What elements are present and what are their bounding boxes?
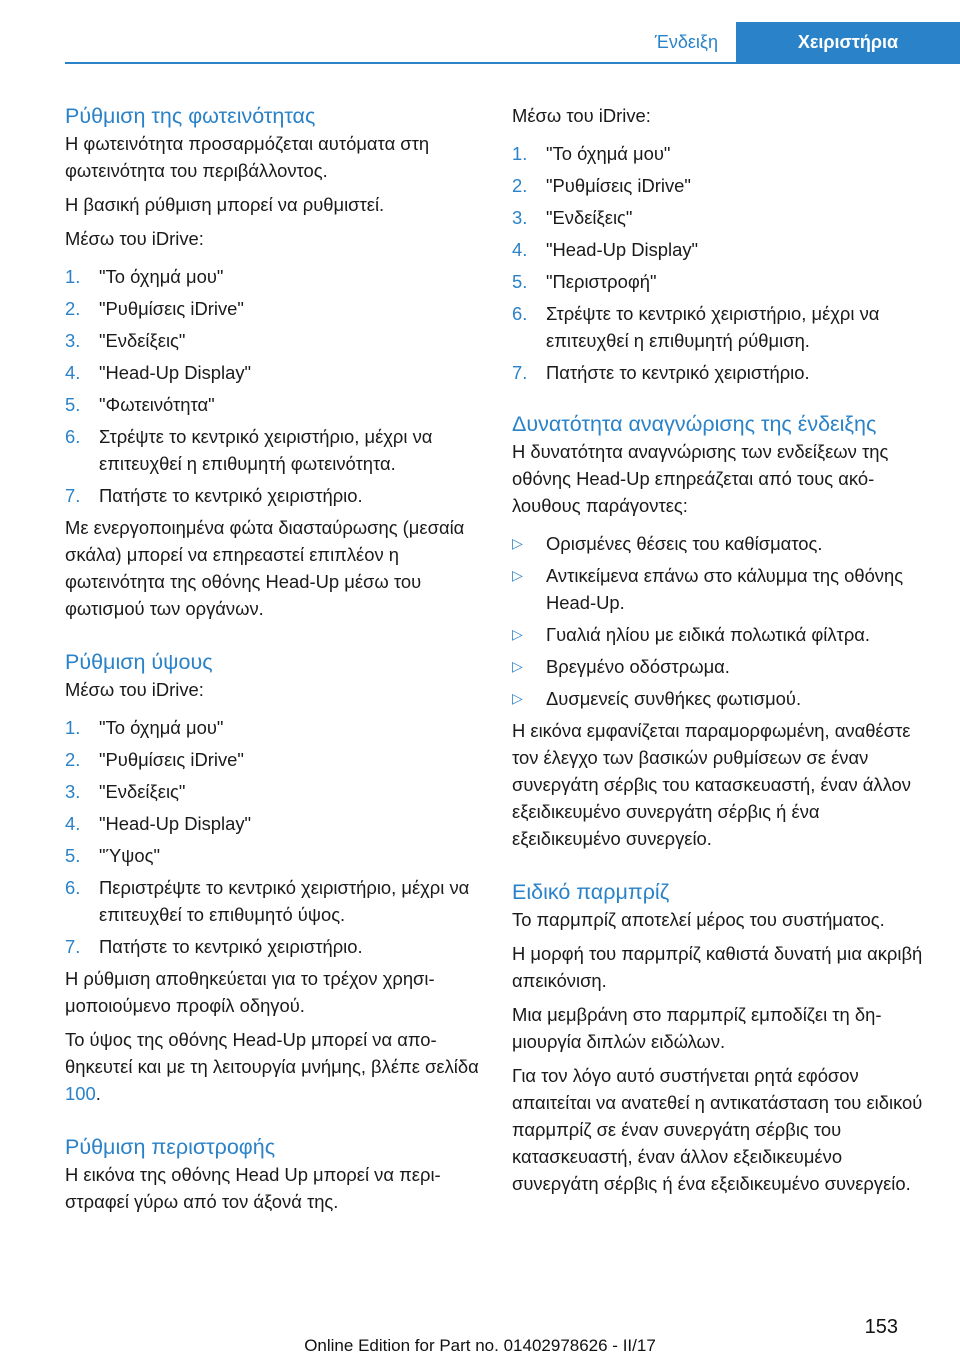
paragraph: Το παρμπρίζ αποτελεί μέρος του συστήματος. <box>512 909 885 930</box>
step-text: "Περιστροφή" <box>546 271 657 292</box>
step-text: "Ύψος" <box>99 845 160 866</box>
list-item <box>512 300 932 354</box>
paragraph: Η εικόνα εμφανίζεται παραμορφωμένη, αναθέστε τον έλεγχο των βασικών ρυθμίσεων σε έναν συνεργάτη σέρβις του κατασκευαστή, έναν άλλον εξειδικευμένο συνεργάτη σέρβις ή ένα εξειδικευμένο συνεργείο. <box>512 720 911 849</box>
list-item <box>65 778 480 805</box>
paragraph: Η δυνατότητα αναγνώρισης των ενδείξεων της οθόνης Head-Up επηρεάζεται από τους ακόλουθους παράγοντες: <box>512 441 889 516</box>
paragraph: Η μορφή του παρμπρίζ καθιστά δυνατή μια ακριβή απεικόνιση. <box>512 943 923 991</box>
list-item <box>512 653 932 680</box>
step-number: 2. <box>512 175 528 196</box>
list-item <box>65 933 480 960</box>
bullet-text: Δυσμενείς συνθήκες φωτισμού. <box>546 688 802 709</box>
list-item <box>512 204 932 231</box>
header-tabs <box>637 22 960 62</box>
step-number: 1. <box>65 717 81 738</box>
list-item <box>65 359 480 386</box>
list-item <box>512 621 932 648</box>
step-number: 6. <box>65 426 81 447</box>
step-number: 4. <box>65 362 81 383</box>
step-number: 2. <box>65 749 81 770</box>
step-text: Περιστρέψτε το κεντρικό χειριστήριο, μέχρι να επιτευχθεί το επιθυμητό ύψος. <box>99 877 470 925</box>
left-column <box>65 102 480 1222</box>
step-number: 1. <box>512 143 528 164</box>
paragraph-memory <box>65 1026 480 1107</box>
paragraph: Μέσω του iDrive: <box>512 105 651 126</box>
step-number: 6. <box>512 303 528 324</box>
list-item <box>512 172 932 199</box>
list-item <box>65 746 480 773</box>
step-text: "Φωτεινότητα" <box>99 394 215 415</box>
list-item <box>65 842 480 869</box>
list-item <box>65 263 480 290</box>
list-item <box>65 327 480 354</box>
step-number: 2. <box>65 298 81 319</box>
factors-list <box>512 530 932 712</box>
tab-display[interactable]: Ένδειξη <box>654 31 718 52</box>
step-number: 5. <box>65 845 81 866</box>
section-title-readability: Δυνατότητα αναγνώρισης της ένδειξης <box>512 412 877 436</box>
paragraph-text: Το ύψος της οθόνης Head-Up μπορεί να αποθηκευτεί και με τη λειτουργία μνήμης, βλέπε σελίδα <box>65 1029 479 1077</box>
paragraph: Μέσω του iDrive: <box>65 228 204 249</box>
list-item <box>65 295 480 322</box>
paragraph: Για τον λόγο αυτό συστήνεται ρητά εφόσον απαιτείται να ανατεθεί η αντικατάσταση του ειδικού παρμπρίζ σε έναν συνεργάτη σέρβις του κατασκευαστή, έναν άλλον εξειδικευμένο συνεργάτη σέρβις ή ένα εξειδικευμένο συνεργείο. <box>512 1065 923 1194</box>
list-item <box>512 562 932 616</box>
triangle-bullet-icon: ▷ <box>512 658 523 674</box>
section-title-rotation: Ρύθμιση περιστροφής <box>65 1135 276 1159</box>
list-item <box>512 530 932 557</box>
steps-rotation <box>512 140 932 386</box>
steps-brightness <box>65 263 480 509</box>
list-item <box>65 810 480 837</box>
list-item <box>512 359 932 386</box>
step-text: Στρέψτε το κεντρικό χειριστήριο, μέχρι να επιτευχθεί η επιθυμητή ρύθμιση. <box>546 303 880 351</box>
step-text: "Το όχημά μου" <box>99 266 224 287</box>
step-text: Στρέψτε το κεντρικό χειριστήριο, μέχρι να επιτευχθεί η επιθυμητή φωτεινότητα. <box>99 426 433 474</box>
paragraph: Η εικόνα της οθόνης Head Up μπορεί να περιστραφεί γύρω από τον άξονά της. <box>65 1164 441 1212</box>
paragraph: Η ρύθμιση αποθηκεύεται για το τρέχον χρησιμοποιούμενο προφίλ οδηγού. <box>65 968 435 1016</box>
list-item <box>65 391 480 418</box>
step-number: 7. <box>65 485 81 506</box>
triangle-bullet-icon: ▷ <box>512 567 523 583</box>
paragraph-end: . <box>95 1083 101 1104</box>
list-item <box>65 714 480 741</box>
bullet-text: Ορισμένες θέσεις του καθίσματος. <box>546 533 823 554</box>
section-title-windshield: Ειδικό παρμπρίζ <box>512 880 670 904</box>
right-column <box>512 102 932 1204</box>
list-item <box>65 423 480 477</box>
page-link[interactable]: 100 <box>65 1083 96 1104</box>
step-text: "Ρυθμίσεις iDrive" <box>99 749 244 770</box>
step-text: "Ενδείξεις" <box>99 781 186 802</box>
step-text: Πατήστε το κεντρικό χειριστήριο. <box>99 936 363 957</box>
list-item <box>65 482 480 509</box>
step-number: 5. <box>512 271 528 292</box>
step-text: "Το όχημά μου" <box>99 717 224 738</box>
step-number: 4. <box>65 813 81 834</box>
paragraph: Μια μεμβράνη στο παρμπρίζ εμποδίζει τη δημιουργία διπλών ειδώλων. <box>512 1004 882 1052</box>
step-text: Πατήστε το κεντρικό χειριστήριο. <box>99 485 363 506</box>
section-title-brightness: Ρύθμιση της φωτεινότητας <box>65 104 316 128</box>
step-number: 4. <box>512 239 528 260</box>
step-number: 1. <box>65 266 81 287</box>
list-item <box>65 874 480 928</box>
list-item <box>512 685 932 712</box>
triangle-bullet-icon: ▷ <box>512 535 523 551</box>
step-text: "Ρυθμίσεις iDrive" <box>99 298 244 319</box>
step-number: 3. <box>65 330 81 351</box>
header-rule <box>65 62 960 64</box>
page-number: 153 <box>864 1316 898 1338</box>
step-text: "Ρυθμίσεις iDrive" <box>546 175 691 196</box>
list-item <box>512 140 932 167</box>
triangle-bullet-icon: ▷ <box>512 690 523 706</box>
step-number: 5. <box>65 394 81 415</box>
step-text: "Ενδείξεις" <box>546 207 633 228</box>
step-number: 7. <box>512 362 528 383</box>
list-item <box>512 236 932 263</box>
tab-controls[interactable]: Χειριστήρια <box>736 22 960 62</box>
step-text: "Το όχημά μου" <box>546 143 671 164</box>
bullet-text: Γυαλιά ηλίου με ειδικά πολωτικά φίλτρα. <box>546 624 871 645</box>
step-text: "Ενδείξεις" <box>99 330 186 351</box>
step-text: Πατήστε το κεντρικό χειριστήριο. <box>546 362 810 383</box>
step-number: 6. <box>65 877 81 898</box>
section-title-height: Ρύθμιση ύψους <box>65 650 213 674</box>
bullet-text: Αντικείμενα επάνω στο κάλυμμα της οθόνης Head-Up. <box>546 565 904 613</box>
paragraph: Η φωτεινότητα προσαρμόζεται αυτόματα στη φωτεινότητα του περιβάλλοντος. <box>65 133 430 181</box>
triangle-bullet-icon: ▷ <box>512 626 523 642</box>
step-text: "Head-Up Display" <box>99 813 252 834</box>
paragraph: Μέσω του iDrive: <box>65 679 204 700</box>
step-number: 7. <box>65 936 81 957</box>
step-number: 3. <box>512 207 528 228</box>
step-number: 3. <box>65 781 81 802</box>
footer-edition: Online Edition for Part no. 01402978626 - II/17 <box>304 1336 656 1355</box>
step-text: "Head-Up Display" <box>99 362 252 383</box>
list-item <box>512 268 932 295</box>
steps-height <box>65 714 480 960</box>
paragraph: Με ενεργοποιημένα φώτα διασταύρωσης (μεσαία σκάλα) μπορεί να επηρεαστεί επιπλέον η φωτεινότητα της οθόνης Head-Up μέσω του φωτισμού των οργάνων. <box>65 517 465 619</box>
step-text: "Head-Up Display" <box>546 239 699 260</box>
bullet-text: Βρεγμένο οδόστρωμα. <box>546 656 730 677</box>
paragraph: Η βασική ρύθμιση μπορεί να ρυθμιστεί. <box>65 194 385 215</box>
